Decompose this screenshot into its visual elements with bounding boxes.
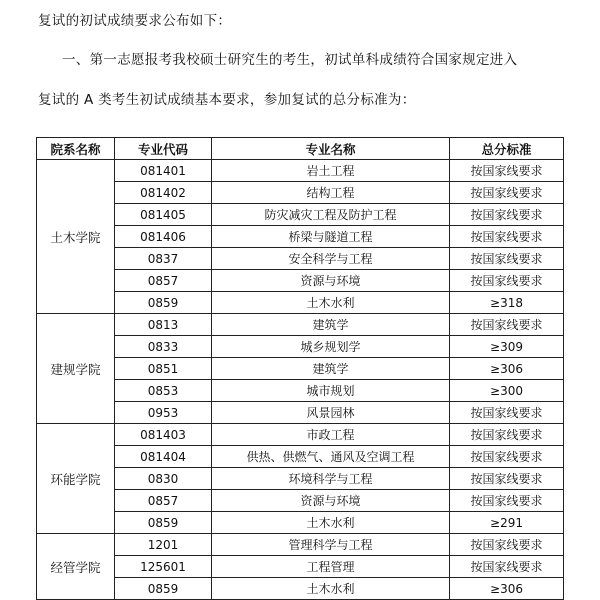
major-cell: 城乡规划学 xyxy=(212,336,450,358)
dept-cell: 建规学院 xyxy=(37,314,115,424)
score-cell: 按国家线要求 xyxy=(450,182,564,204)
table-body xyxy=(37,160,564,600)
score-cell: 按国家线要求 xyxy=(450,160,564,182)
dept-cell: 环能学院 xyxy=(37,424,115,534)
table-row xyxy=(37,380,564,402)
score-cell: ≥309 xyxy=(450,336,564,358)
score-cell: 按国家线要求 xyxy=(450,248,564,270)
table-row xyxy=(37,292,564,314)
code-cell: 0830 xyxy=(115,468,212,490)
major-cell: 管理科学与工程 xyxy=(212,534,450,556)
code-cell: 0859 xyxy=(115,512,212,534)
dept-cell: 经管学院 xyxy=(37,534,115,600)
code-cell: 081406 xyxy=(115,226,212,248)
score-cell: 按国家线要求 xyxy=(450,270,564,292)
code-cell: 0837 xyxy=(115,248,212,270)
major-cell: 市政工程 xyxy=(212,424,450,446)
table-row xyxy=(37,534,564,556)
code-cell: 0859 xyxy=(115,292,212,314)
code-cell: 0859 xyxy=(115,578,212,600)
code-cell: 081405 xyxy=(115,204,212,226)
dept-cell: 土木学院 xyxy=(37,160,115,314)
table-row xyxy=(37,270,564,292)
table-row xyxy=(37,468,564,490)
code-cell: 081403 xyxy=(115,424,212,446)
major-cell: 土木水利 xyxy=(212,292,450,314)
table-row xyxy=(37,226,564,248)
code-cell: 0833 xyxy=(115,336,212,358)
header-major: 专业名称 xyxy=(212,138,450,160)
major-cell: 结构工程 xyxy=(212,182,450,204)
score-cell: ≥306 xyxy=(450,578,564,600)
score-cell: 按国家线要求 xyxy=(450,446,564,468)
code-cell: 0851 xyxy=(115,358,212,380)
score-cell: 按国家线要求 xyxy=(450,490,564,512)
score-cell: ≥306 xyxy=(450,358,564,380)
major-cell: 建筑学 xyxy=(212,314,450,336)
code-cell: 081404 xyxy=(115,446,212,468)
major-cell: 城市规划 xyxy=(212,380,450,402)
major-cell: 防灾减灾工程及防护工程 xyxy=(212,204,450,226)
header-code: 专业代码 xyxy=(115,138,212,160)
major-cell: 环境科学与工程 xyxy=(212,468,450,490)
major-cell: 供热、供燃气、通风及空调工程 xyxy=(212,446,450,468)
code-cell: 081401 xyxy=(115,160,212,182)
score-cell: 按国家线要求 xyxy=(450,556,564,578)
major-cell: 土木水利 xyxy=(212,578,450,600)
header-dept: 院系名称 xyxy=(37,138,115,160)
code-cell: 0857 xyxy=(115,270,212,292)
code-cell: 1201 xyxy=(115,534,212,556)
intro-line: 复试的初试成绩要求公布如下： xyxy=(38,13,232,29)
table-row xyxy=(37,248,564,270)
table-row xyxy=(37,182,564,204)
score-cell: 按国家线要求 xyxy=(450,204,564,226)
table-row xyxy=(37,358,564,380)
major-cell: 资源与环境 xyxy=(212,490,450,512)
major-cell: 风景园林 xyxy=(212,402,450,424)
major-cell: 岩土工程 xyxy=(212,160,450,182)
rule-line-2: 复试的 A 类考生初试成绩基本要求，参加复试的总分标准为： xyxy=(38,92,416,108)
code-cell: 0813 xyxy=(115,314,212,336)
major-cell: 桥梁与隧道工程 xyxy=(212,226,450,248)
table-row xyxy=(37,402,564,424)
header-score: 总分标准 xyxy=(450,138,564,160)
score-cell: 按国家线要求 xyxy=(450,534,564,556)
table-row xyxy=(37,314,564,336)
score-cell: ≥318 xyxy=(450,292,564,314)
table-row xyxy=(37,556,564,578)
major-cell: 建筑学 xyxy=(212,358,450,380)
score-table xyxy=(36,137,564,600)
score-cell: 按国家线要求 xyxy=(450,424,564,446)
major-cell: 工程管理 xyxy=(212,556,450,578)
major-cell: 资源与环境 xyxy=(212,270,450,292)
table-row xyxy=(37,512,564,534)
score-cell: ≥291 xyxy=(450,512,564,534)
table-row xyxy=(37,204,564,226)
major-cell: 安全科学与工程 xyxy=(212,248,450,270)
table-row xyxy=(37,160,564,182)
score-cell: 按国家线要求 xyxy=(450,468,564,490)
code-cell: 0953 xyxy=(115,402,212,424)
code-cell: 0857 xyxy=(115,490,212,512)
table-row xyxy=(37,446,564,468)
score-cell: 按国家线要求 xyxy=(450,402,564,424)
table-row xyxy=(37,336,564,358)
score-cell: ≥300 xyxy=(450,380,564,402)
code-cell: 0853 xyxy=(115,380,212,402)
score-cell: 按国家线要求 xyxy=(450,226,564,248)
code-cell: 081402 xyxy=(115,182,212,204)
code-cell: 125601 xyxy=(115,556,212,578)
table-header-row xyxy=(37,138,564,160)
rule-line-1: 一、第一志愿报考我校硕士研究生的考生，初试单科成绩符合国家规定进入 xyxy=(62,52,518,68)
table-row xyxy=(37,490,564,512)
table-row xyxy=(37,424,564,446)
table-row xyxy=(37,578,564,600)
major-cell: 土木水利 xyxy=(212,512,450,534)
score-cell: 按国家线要求 xyxy=(450,314,564,336)
